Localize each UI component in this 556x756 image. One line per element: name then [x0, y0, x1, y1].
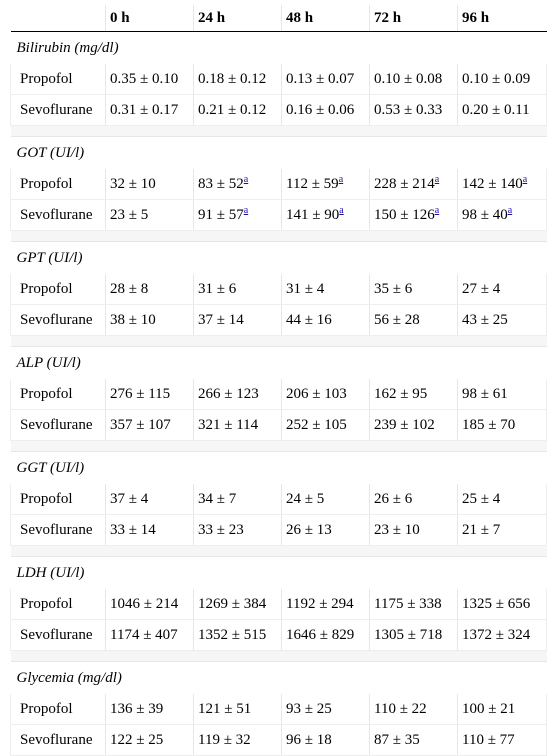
- cell-value: 37 ± 4: [110, 490, 149, 507]
- value-cell: [458, 305, 547, 336]
- value-cell: [458, 484, 547, 515]
- cell-value: 31 ± 6: [198, 280, 237, 297]
- cell-value: 44 ± 16: [286, 311, 332, 328]
- value-cell: [370, 169, 458, 200]
- cell-value: 0.20 ± 0.11: [462, 101, 530, 118]
- cell-value: 33 ± 14: [110, 521, 156, 538]
- cell-value: 98 ± 40: [462, 206, 508, 223]
- value-cell: [458, 725, 547, 756]
- cell-value: 0.31 ± 0.17: [110, 101, 179, 118]
- section-title: GPT (UI/l): [16, 249, 83, 266]
- table-row: [11, 379, 547, 410]
- cell-value: 96 ± 18: [286, 731, 332, 748]
- value-cell: [106, 410, 194, 441]
- cell-value: 321 ± 114: [198, 416, 259, 433]
- value-cell: [370, 589, 458, 620]
- value-cell: [370, 274, 458, 305]
- table-row: [11, 274, 547, 305]
- cell-value: 121 ± 51: [198, 700, 252, 717]
- cell-value: 1646 ± 829: [286, 626, 355, 643]
- value-cell: [370, 694, 458, 725]
- section-spacer: [11, 126, 547, 137]
- cell-value: 162 ± 95: [374, 385, 428, 402]
- value-cell: [282, 274, 370, 305]
- value-cell: [194, 169, 282, 200]
- cell-value: 32 ± 10: [110, 175, 156, 192]
- section-title: GOT (UI/l): [16, 144, 85, 161]
- header-cell-96h: 96 h: [458, 5, 547, 32]
- cell-value: 28 ± 8: [110, 280, 149, 297]
- cell-value: 141 ± 90: [286, 206, 340, 223]
- cell-value: 0.18 ± 0.12: [198, 70, 267, 87]
- table-row: [11, 620, 547, 651]
- section-spacer: [11, 546, 547, 557]
- value-cell: [458, 589, 547, 620]
- value-cell: [370, 95, 458, 126]
- spacer-cell: [11, 441, 547, 452]
- spacer-cell: [11, 546, 547, 557]
- table-body: [11, 32, 547, 756]
- value-cell: [458, 169, 547, 200]
- value-cell: [458, 620, 547, 651]
- cell-value: 35 ± 6: [374, 280, 413, 297]
- row-label: Sevoflurane: [11, 305, 106, 336]
- cell-value: 266 ± 123: [198, 385, 259, 402]
- value-cell: [106, 305, 194, 336]
- table-row: [11, 589, 547, 620]
- spacer-cell: [11, 231, 547, 242]
- value-cell: [370, 484, 458, 515]
- row-label: Sevoflurane: [11, 620, 106, 651]
- cell-value: 1305 ± 718: [374, 626, 443, 643]
- cell-value: 21 ± 7: [462, 521, 501, 538]
- footnote-link[interactable]: a: [522, 173, 528, 185]
- cell-value: 91 ± 57: [198, 206, 244, 223]
- cell-value: 150 ± 126: [374, 206, 435, 223]
- cell-value: 83 ± 52: [198, 175, 244, 192]
- value-cell: [458, 274, 547, 305]
- section-title: ALP (UI/l): [16, 354, 81, 371]
- cell-value: 37 ± 14: [198, 311, 244, 328]
- value-cell: [458, 515, 547, 546]
- value-cell: [106, 64, 194, 95]
- cell-value: 33 ± 23: [198, 521, 244, 538]
- cell-value: 110 ± 77: [462, 731, 515, 748]
- cell-value: 110 ± 22: [374, 700, 427, 717]
- cell-value: 31 ± 4: [286, 280, 325, 297]
- footnote-marker: [435, 174, 439, 185]
- footnote-link[interactable]: a: [243, 173, 249, 185]
- footnote-link[interactable]: a: [434, 173, 440, 185]
- row-label: Propofol: [11, 694, 106, 725]
- section-spacer: [11, 336, 547, 347]
- value-cell: [282, 515, 370, 546]
- value-cell: [106, 515, 194, 546]
- footnote-marker: [339, 174, 343, 185]
- value-cell: [370, 64, 458, 95]
- cell-value: 0.35 ± 0.10: [110, 70, 179, 87]
- section-spacer: [11, 441, 547, 452]
- row-label: Sevoflurane: [11, 725, 106, 756]
- header-row: [11, 5, 547, 32]
- value-cell: [282, 305, 370, 336]
- value-cell: [194, 515, 282, 546]
- value-cell: [370, 305, 458, 336]
- cell-value: 23 ± 5: [110, 206, 149, 223]
- cell-value: 1372 ± 324: [462, 626, 531, 643]
- cell-value: 98 ± 61: [462, 385, 508, 402]
- value-cell: [194, 379, 282, 410]
- footnote-marker: [523, 174, 527, 185]
- value-cell: [194, 95, 282, 126]
- value-cell: [106, 725, 194, 756]
- section-spacer: [11, 651, 547, 662]
- row-label: Propofol: [11, 484, 106, 515]
- value-cell: [106, 274, 194, 305]
- cell-value: 0.53 ± 0.33: [374, 101, 443, 118]
- cell-value: 1175 ± 338: [374, 595, 442, 612]
- value-cell: [282, 95, 370, 126]
- cell-value: 26 ± 6: [374, 490, 413, 507]
- section-title: Glycemia (mg/dl): [16, 669, 122, 686]
- table-row: [11, 169, 547, 200]
- value-cell: [106, 620, 194, 651]
- value-cell: [458, 64, 547, 95]
- cell-value: 0.16 ± 0.06: [286, 101, 355, 118]
- value-cell: [458, 410, 547, 441]
- footnote-link[interactable]: a: [434, 204, 440, 216]
- value-cell: [282, 484, 370, 515]
- value-cell: [458, 95, 547, 126]
- section-header-row: [11, 662, 547, 695]
- header-cell-72h: 72 h: [370, 5, 458, 32]
- footnote-marker: [435, 205, 439, 216]
- section-title: GGT (UI/l): [16, 459, 85, 476]
- section-header-row: [11, 452, 547, 485]
- value-cell: [194, 694, 282, 725]
- cell-value: 1174 ± 407: [110, 626, 178, 643]
- value-cell: [370, 379, 458, 410]
- footnote-marker: [508, 205, 512, 216]
- value-cell: [282, 410, 370, 441]
- spacer-cell: [11, 126, 547, 137]
- value-cell: [282, 725, 370, 756]
- value-cell: [370, 410, 458, 441]
- cell-value: 87 ± 35: [374, 731, 420, 748]
- table-row: [11, 305, 547, 336]
- cell-value: 185 ± 70: [462, 416, 516, 433]
- value-cell: [458, 694, 547, 725]
- value-cell: [194, 64, 282, 95]
- row-label: Propofol: [11, 379, 106, 410]
- value-cell: [194, 620, 282, 651]
- value-cell: [458, 379, 547, 410]
- cell-value: 27 ± 4: [462, 280, 501, 297]
- section-header-row: [11, 347, 547, 380]
- footnote-marker: [244, 205, 248, 216]
- cell-value: 26 ± 13: [286, 521, 332, 538]
- value-cell: [194, 484, 282, 515]
- value-cell: [194, 305, 282, 336]
- header-cell-empty: [11, 5, 106, 32]
- row-label: Propofol: [11, 589, 106, 620]
- cell-value: 252 ± 105: [286, 416, 347, 433]
- cell-value: 136 ± 39: [110, 700, 164, 717]
- cell-value: 1192 ± 294: [286, 595, 354, 612]
- value-cell: [106, 95, 194, 126]
- value-cell: [106, 589, 194, 620]
- footnote-link[interactable]: a: [243, 204, 249, 216]
- value-cell: [370, 200, 458, 231]
- section-title: Bilirubin (mg/dl): [16, 39, 119, 56]
- row-label: Sevoflurane: [11, 200, 106, 231]
- footnote-marker: [339, 205, 343, 216]
- row-label: Sevoflurane: [11, 410, 106, 441]
- cell-value: 122 ± 25: [110, 731, 164, 748]
- table-row: [11, 725, 547, 756]
- table-row: [11, 95, 547, 126]
- spacer-cell: [11, 336, 547, 347]
- value-cell: [106, 379, 194, 410]
- value-cell: [370, 515, 458, 546]
- footnote-link[interactable]: a: [339, 204, 344, 216]
- cell-value: 25 ± 4: [462, 490, 501, 507]
- cell-value: 1046 ± 214: [110, 595, 179, 612]
- table-row: [11, 64, 547, 95]
- footnote-marker: [244, 174, 248, 185]
- value-cell: [282, 169, 370, 200]
- value-cell: [106, 169, 194, 200]
- section-header-row: [11, 32, 547, 65]
- cell-value: 119 ± 32: [198, 731, 251, 748]
- cell-value: 228 ± 214: [374, 175, 435, 192]
- value-cell: [282, 694, 370, 725]
- header-cell-24h: 24 h: [194, 5, 282, 32]
- cell-value: 357 ± 107: [110, 416, 171, 433]
- cell-value: 0.10 ± 0.09: [462, 70, 531, 87]
- value-cell: [458, 200, 547, 231]
- header-cell-48h: 48 h: [282, 5, 370, 32]
- value-cell: [282, 589, 370, 620]
- cell-value: 56 ± 28: [374, 311, 420, 328]
- cell-value: 43 ± 25: [462, 311, 508, 328]
- cell-value: 239 ± 102: [374, 416, 435, 433]
- row-label: Propofol: [11, 169, 106, 200]
- value-cell: [106, 484, 194, 515]
- table-row: [11, 410, 547, 441]
- value-cell: [194, 589, 282, 620]
- cell-value: 23 ± 10: [374, 521, 420, 538]
- value-cell: [282, 379, 370, 410]
- cell-value: 276 ± 115: [110, 385, 171, 402]
- cell-value: 1269 ± 384: [198, 595, 267, 612]
- value-cell: [282, 200, 370, 231]
- cell-value: 24 ± 5: [286, 490, 325, 507]
- section-title: LDH (UI/l): [16, 564, 85, 581]
- section-header-row: [11, 137, 547, 170]
- section-header-row: [11, 242, 547, 275]
- row-label: Sevoflurane: [11, 515, 106, 546]
- value-cell: [370, 725, 458, 756]
- cell-value: 112 ± 59: [286, 175, 339, 192]
- cell-value: 206 ± 103: [286, 385, 347, 402]
- footnote-link[interactable]: a: [507, 204, 513, 216]
- value-cell: [282, 620, 370, 651]
- cell-value: 0.10 ± 0.08: [374, 70, 443, 87]
- cell-value: 34 ± 7: [198, 490, 237, 507]
- value-cell: [194, 410, 282, 441]
- value-cell: [106, 694, 194, 725]
- section-spacer: [11, 231, 547, 242]
- cell-value: 38 ± 10: [110, 311, 156, 328]
- header-cell-0h: 0 h: [106, 5, 194, 32]
- spacer-cell: [11, 651, 547, 662]
- cell-value: 0.21 ± 0.12: [198, 101, 267, 118]
- value-cell: [370, 620, 458, 651]
- table-row: [11, 515, 547, 546]
- cell-value: 142 ± 140: [462, 175, 523, 192]
- cell-value: 100 ± 21: [462, 700, 516, 717]
- table-row: [11, 694, 547, 725]
- cell-value: 1352 ± 515: [198, 626, 267, 643]
- value-cell: [194, 274, 282, 305]
- section-header-row: [11, 557, 547, 590]
- results-table: [10, 5, 547, 756]
- value-cell: [194, 725, 282, 756]
- cell-value: 93 ± 25: [286, 700, 332, 717]
- footnote-link[interactable]: a: [338, 173, 344, 185]
- row-label: Sevoflurane: [11, 95, 106, 126]
- cell-value: 0.13 ± 0.07: [286, 70, 355, 87]
- row-label: Propofol: [11, 64, 106, 95]
- table-row: [11, 484, 547, 515]
- value-cell: [106, 200, 194, 231]
- value-cell: [194, 200, 282, 231]
- table-row: [11, 200, 547, 231]
- row-label: Propofol: [11, 274, 106, 305]
- value-cell: [282, 64, 370, 95]
- cell-value: 1325 ± 656: [462, 595, 531, 612]
